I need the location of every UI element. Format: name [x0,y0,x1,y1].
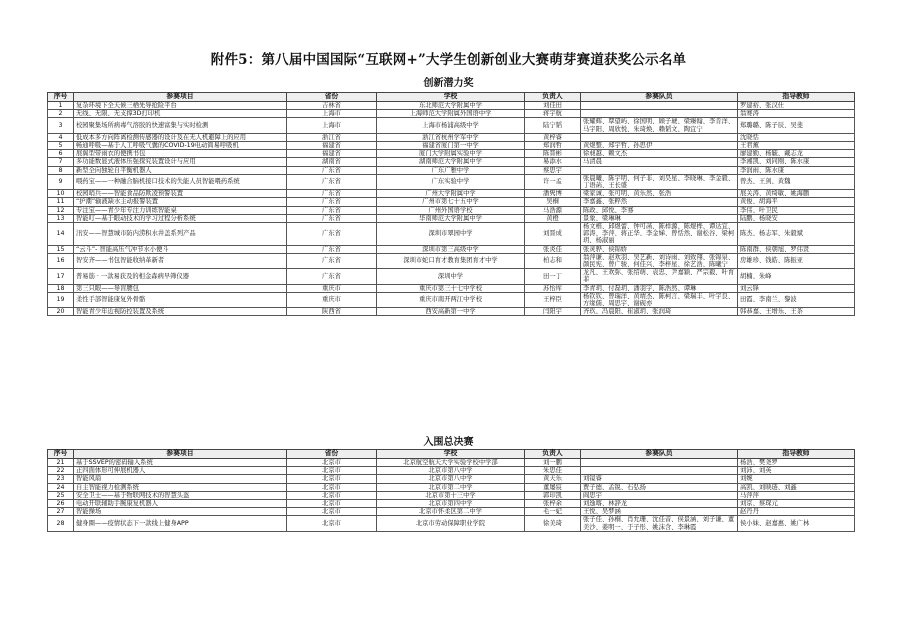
seq-cell: 13 [48,214,74,222]
advisor-cell: 沈晓恬 [738,133,855,141]
school-cell: 北京市第四中学 [377,500,525,508]
table-row [48,467,855,475]
province-cell: 湖南省 [287,158,377,166]
school-cell: 深圳中学 [377,269,525,284]
table-header-row [48,450,855,459]
province-cell: 北京市 [287,500,377,508]
leader-cell: 柏志和 [525,253,581,268]
province-cell: 北京市 [287,459,377,467]
province-cell: 广东省 [287,245,377,253]
advisor-cell: 李伟、叶卫民 [738,206,855,214]
advisor-cell: 郑璐璐、陈子辰、吴斐 [738,118,855,133]
school-cell: 上海师范大学附属外国语中学 [377,110,525,118]
province-cell: 上海市 [287,118,377,133]
project-cell: 自主智能视力检测系统 [74,483,287,491]
advisor-cell: 王君薰 [738,142,855,150]
advisor-cell: 廖建勤、杨毓、戴志龙 [738,150,855,158]
table-row [48,308,855,316]
school-cell: 重庆市南开两江中学校 [377,292,525,307]
school-cell: 深圳市翠园中学 [377,223,525,246]
members-cell: 李嘉鑫、张粹然 [581,198,738,206]
header-members: 参赛队员 [581,450,738,459]
school-cell: 北京航空航天大学实验学校中学部 [377,459,525,467]
seq-cell: 10 [48,190,74,198]
table-row [48,223,855,246]
table-row [48,459,855,467]
school-cell: 湖南师范大学附属中学 [377,158,525,166]
project-cell: 校园哨兵——智能食品防欺凌预警装置 [74,190,287,198]
members-cell: 阎思宇 [581,491,738,499]
school-cell: 东北师范大学附属中学 [377,102,525,110]
seq-cell: 18 [48,284,74,292]
leader-cell: 徐美琦 [525,516,581,531]
table-row [48,292,855,307]
advisor-cell: 刘沛、刘英 [738,467,855,475]
members-cell [581,102,738,110]
project-cell: 智能风扇 [74,475,287,483]
advisor-cell: 曾杰、王剑、黄魏 [738,174,855,189]
leader-cell: 毛一妃 [525,508,581,516]
advisor-cell: 赵丹丹 [738,508,855,516]
leader-cell: 许一孟 [525,174,581,189]
province-cell: 北京市 [287,516,377,531]
advisor-cell: 房雄珍、钱皓、陈振亚 [738,253,855,268]
members-cell: 李青玥、付磊玥、潘羽宇、陈浩然、谭琳 [581,284,738,292]
school-cell: 深圳市蛇口育才教育集团育才中学 [377,253,525,268]
school-cell: 广东实验中学 [377,174,525,189]
members-cell [581,459,738,467]
table-row [48,245,855,253]
leader-cell: 闫阳宇 [525,308,581,316]
leader-cell: 田一丁 [525,269,581,284]
province-cell: 吉林省 [287,102,377,110]
document-title: 附件5：第八届中国国际“互联网+”大学生创新创业大赛萌芽赛道获奖公示名单 [210,52,687,68]
table-row [48,110,855,118]
seq-cell: 1 [48,102,74,110]
seq-cell: 25 [48,491,74,499]
members-cell: 张灵骅、侯锦娇 [581,245,738,253]
members-cell: 龙凡、王欢弥、张绍萌、袁忠、尹嘉颖、严宗毅、叶育菲 [581,269,738,284]
project-cell: 复杂环境下全天候三栖先导抢险平台 [74,102,287,110]
table-row [48,190,855,198]
seq-cell: 21 [48,459,74,467]
province-cell: 福建省 [287,142,377,150]
header-leader: 负责人 [525,450,581,459]
project-cell: 智能操场 [74,508,287,516]
seq-cell: 4 [48,133,74,141]
project-cell: 智能叮—基于眼动技术的学习过程分析系统 [74,214,287,222]
members-cell: 徐昶越、赖文杰 [581,150,738,158]
header-project: 参赛项目 [74,450,287,459]
table-row [48,142,855,150]
advisor-cell: 刘婉 [738,475,855,483]
table-row [48,253,855,268]
school-cell: 深圳市第三高级中学 [377,245,525,253]
project-cell: 展翼型带雨衣的便携书包 [74,150,287,158]
advisor-cell: 李润雨、陈水康 [738,166,855,174]
seq-cell: 7 [48,158,74,166]
advisor-cell: 陈南群、侯朝旭、罗伟贤 [738,245,855,253]
province-cell: 广东省 [287,198,377,206]
school-cell: 北京市第十三中学 [377,491,525,499]
province-cell: 广东省 [287,174,377,189]
advisor-cell: 田霞、李南兰、黎波 [738,292,855,307]
members-cell [581,110,738,118]
header-seq: 序号 [48,450,74,459]
table-header-row [48,93,855,102]
seq-cell: 17 [48,269,74,284]
project-cell: 汛安——智慧城市防内涝积水井盖系列产品 [74,223,287,246]
project-cell: 智能青少年近视防控装置及系统 [74,308,287,316]
project-cell: “护潮”输液缺水主动报警装置 [74,198,287,206]
project-cell: 基于SSVEP的密码输入系统 [74,459,287,467]
members-cell: 景象、梁琳琳 [581,214,738,222]
seq-cell: 11 [48,198,74,206]
province-cell: 福建省 [287,150,377,158]
members-cell: 王悦、吴梦涵 [581,508,738,516]
seq-cell: 12 [48,206,74,214]
school-cell: 北京市第八中学 [377,467,525,475]
project-cell: 校园聚集场所病毒气溶胶的快速富集与实时检测 [74,118,287,133]
leader-cell: 蔡思宇 [525,166,581,174]
members-cell: 翁萍谦、赵欢羽、吴艺新、刘诗雨、刘致翔、张锦泉、颜民宪、曾广骏、何佳兴、李梓星、徐艺浩、陈曦宁 [581,253,738,268]
school-cell: 北京市第二中学 [377,483,525,491]
advisor-cell: 韩恭嘉、王增乐、王茶 [738,308,855,316]
seq-cell: 23 [48,475,74,483]
seq-cell: 2 [48,110,74,118]
leader-cell: 易添水 [525,158,581,166]
award-table-finalists [47,449,855,532]
province-cell: 广东省 [287,206,377,214]
leader-cell: 刘一鹏 [525,459,581,467]
leader-cell: 刘晋成 [525,223,581,246]
advisor-cell: 翁赛涛 [738,110,855,118]
seq-cell: 22 [48,467,74,475]
project-cell: 健身圈——疫情状态下一款线上健身APP [74,516,287,531]
province-cell: 北京市 [287,483,377,491]
members-cell: 齐玖、冯晨阳、崔淑玥、张润琦 [581,308,738,316]
province-cell: 广东省 [287,166,377,174]
seq-cell: 20 [48,308,74,316]
school-cell: 重庆市第三十七中学校 [377,284,525,292]
school-cell: 北京市劳动保障职业学院 [377,516,525,531]
header-province: 省份 [287,450,377,459]
header-project: 参赛项目 [74,93,287,102]
members-cell: 张耀辉、覃望屿、徐国明、顾子琥、梁臻翰、李肯洋、马宇阳、周欣悦、朱琦焕、赖韬文、陶宜宁 [581,118,738,133]
province-cell: 上海市 [287,110,377,118]
members-cell: 张晨曦、陈宇明、何子非、刘昊星、李晓琳、李金毅、丁语菡、王长盛 [581,174,738,189]
seq-cell: 16 [48,253,74,268]
seq-cell: 15 [48,245,74,253]
members-cell [581,133,738,141]
advisor-cell: 胡楠、朱峰 [738,269,855,284]
project-cell: 喂药宝——一种融合脑机接口技术的失能人员智能喂药系统 [74,174,287,189]
advisor-cell: 刘京、蔡琛元 [738,500,855,508]
school-cell: 华南师范大学附属中学 [377,214,525,222]
province-cell: 广东省 [287,223,377,246]
project-cell: 多功能数显式液体压强探究装置设计与应用 [74,158,287,166]
header-seq: 序号 [48,93,74,102]
advisor-cell: 马萍萍 [738,491,855,499]
project-cell: 专注宝——青少年专注力训练智能桌 [74,206,287,214]
award-table-innovation-potential [47,92,855,316]
advisor-cell: 罗建裕、张汉仕 [738,102,855,110]
members-cell: 刘逸喀、林辞龙 [581,500,738,508]
province-cell: 重庆市 [287,292,377,307]
members-cell: 贾子德、孟锐、石弘扬 [581,483,738,491]
leader-cell: 吴桐 [525,198,581,206]
members-cell: 黄煜整、郑宇哲、孙思伊 [581,142,738,150]
province-cell: 北京市 [287,491,377,499]
seq-cell: 9 [48,174,74,189]
members-cell [581,166,738,174]
seq-cell: 28 [48,516,74,531]
seq-cell: 14 [48,223,74,246]
school-cell: 浙江省杭州学军中学 [377,133,525,141]
table-row [48,269,855,284]
advisor-cell: 黄俊、胡海平 [738,198,855,206]
table-row [48,508,855,516]
advisor-cell: 杨浩、樊尧罗 [738,459,855,467]
province-cell: 陕西省 [287,308,377,316]
members-cell: 杨钦钦、曾瑞洋、黄靖杰、陈柯言、梁瑞丰、叶宇良、方缘儒、周思宇、谢砚亦 [581,292,738,307]
seq-cell: 6 [48,150,74,158]
school-cell: 广州市第七十五中学 [377,198,525,206]
members-cell: 梁家诚、张可明、黄乐然、张浩 [581,190,738,198]
project-cell: 柔性手部智能康复外骨骼 [74,292,287,307]
advisor-cell: 展关涛、黄绮敏、姚海鹏 [738,190,855,198]
seq-cell: 8 [48,166,74,174]
header-province: 省份 [287,93,377,102]
table-row [48,102,855,110]
leader-cell: 蒋宇航 [525,110,581,118]
province-cell: 北京市 [287,467,377,475]
leader-cell: 马浩源 [525,206,581,214]
project-cell: 低成本多方向阵离检测传感器的设计及在无人机避障上的应用 [74,133,287,141]
table-row [48,516,855,531]
project-cell: 智安齐——书包智能收纳革新者 [74,253,287,268]
seq-cell: 5 [48,142,74,150]
province-cell: 北京市 [287,508,377,516]
province-cell: 广东省 [287,253,377,268]
table-row [48,166,855,174]
project-cell: 电动开联辅助手腕康复机器人 [74,500,287,508]
seq-cell: 27 [48,508,74,516]
table-row [48,475,855,483]
table-row [48,118,855,133]
table-row [48,284,855,292]
project-cell: 新型全向独轮自平衡机器人 [74,166,287,174]
school-cell: 北京市怀柔区第二中学 [377,508,525,516]
section-title-finalists: 入围总决赛 [423,437,474,448]
table-row [48,214,855,222]
province-cell: 广东省 [287,190,377,198]
header-leader: 负责人 [525,93,581,102]
school-cell: 广东广雅中学 [377,166,525,174]
advisor-cell: 李湘凯、刘同刚、陈水康 [738,158,855,166]
header-members: 参赛队员 [581,93,738,102]
table-row [48,150,855,158]
members-cell: 张子佳、孙桐、肖允珊、沈佳音、侯景涵、刘子谦、董美沙、姜明一、于子彤、姚沫含、李琳霞 [581,516,738,531]
school-cell: 上海市杨浦高级中学 [377,118,525,133]
leader-cell: 朱思佳 [525,467,581,475]
members-cell [581,467,738,475]
table-row [48,500,855,508]
table-row [48,158,855,166]
school-cell: 西安高新第一中学 [377,308,525,316]
members-cell: 陈政、邱悦、李骞 [581,206,738,214]
project-cell: 无线、无限、无支撑3D打印机 [74,110,287,118]
province-cell: 广东省 [287,269,377,284]
table-row [48,133,855,141]
leader-cell: 黄橙 [525,214,581,222]
project-cell: 普易筋 · 一款易获及的相金森病早筛仪器 [74,269,287,284]
header-school: 学校 [377,93,525,102]
school-cell: 广州外国语学校 [377,206,525,214]
project-cell: 正四面体形可伸展机器人 [74,467,287,475]
leader-cell: 黄梓睿 [525,133,581,141]
leader-cell: 郑润哲 [525,142,581,150]
province-cell: 广东省 [287,214,377,222]
leader-cell: 黄天乐 [525,475,581,483]
header-school: 学校 [377,450,525,459]
leader-cell: 张梓余 [525,500,581,508]
province-cell: 北京市 [287,475,377,483]
header-advisor: 指导教师 [738,93,855,102]
table-row [48,198,855,206]
leader-cell: 张炎佳 [525,245,581,253]
table-row [48,206,855,214]
leader-cell: 陆宁韬 [525,118,581,133]
leader-cell: 陈晋彬 [525,150,581,158]
table-row [48,483,855,491]
members-cell: 杨文楷、邱煜蕾、钟可菡、陈样源、陈煜桦、谭达宜、郭涛、李萍、蒋正华、李金娣、曾恬然、谢松谷、梁柯玥、杨淑丽 [581,223,738,246]
school-cell: 福建省厦门第一中学 [377,142,525,150]
leader-cell: 苏怡库 [525,284,581,292]
leader-cell: 刘佳田 [525,102,581,110]
table-row [48,491,855,499]
members-cell: 刘镜睿 [581,475,738,483]
school-cell: 广州大学附属中学 [377,190,525,198]
leader-cell: 郭印凯 [525,491,581,499]
seq-cell: 3 [48,118,74,133]
seq-cell: 24 [48,483,74,491]
leader-cell: 王梓臣 [525,292,581,307]
project-cell: 畅通呼吸—基于人工呼吸气囊的COVID-19电动简易呼吸机 [74,142,287,150]
table-row [48,174,855,189]
seq-cell: 26 [48,500,74,508]
advisor-cell: 陆鹏、杨晓安 [738,214,855,222]
advisor-cell: 陈杰、杨志军、朱毅斌 [738,223,855,246]
advisor-cell: 侯小妹、赵嘉惠、姚广林 [738,516,855,531]
project-cell: 第三只眼——导盲腰包 [74,284,287,292]
header-advisor: 指导教师 [738,450,855,459]
project-cell: 安全卫士——基于物联网技术的智慧头盔 [74,491,287,499]
province-cell: 浙江省 [287,133,377,141]
leader-cell: 潘隽博 [525,190,581,198]
project-cell: “云斗”- 智能高压气冲节水小便斗 [74,245,287,253]
leader-cell: 董屡宸 [525,483,581,491]
seq-cell: 19 [48,292,74,307]
school-cell: 厦门大学附属实验中学 [377,150,525,158]
province-cell: 重庆市 [287,284,377,292]
advisor-cell: 高凯、刘映琏、刘鑫 [738,483,855,491]
school-cell: 北京市第八中学 [377,475,525,483]
advisor-cell: 刘云锋 [738,284,855,292]
members-cell: 马清晨 [581,158,738,166]
section-title-innovation-potential: 创新潜力奖 [423,78,474,89]
